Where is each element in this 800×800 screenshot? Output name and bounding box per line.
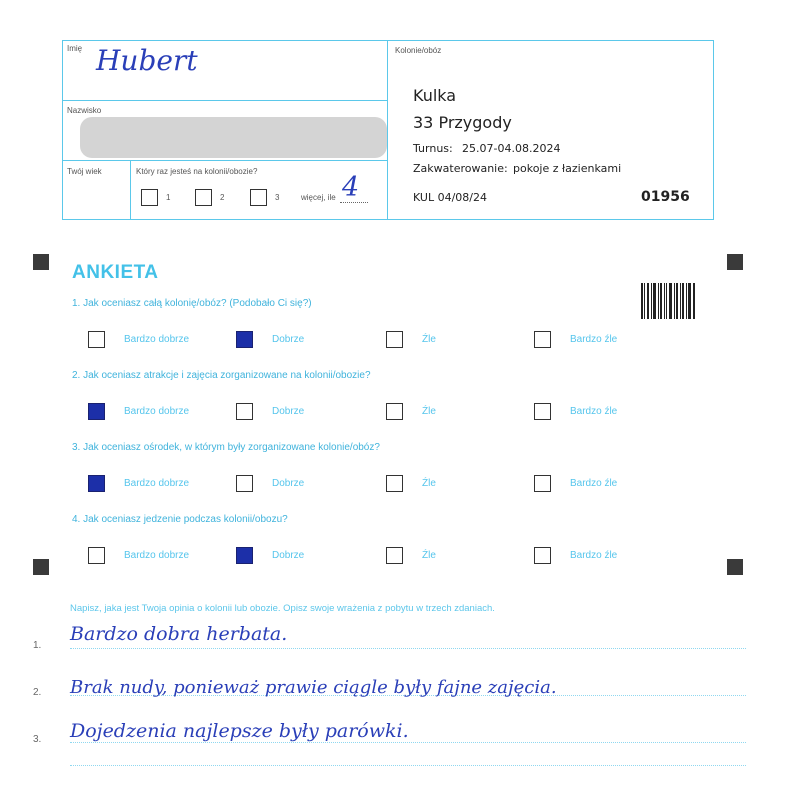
- q4-option-4[interactable]: [534, 547, 617, 564]
- times-option-3: 3: [275, 193, 280, 202]
- q3-checkbox-1[interactable]: [88, 475, 105, 492]
- option-label: Bardzo źle: [570, 406, 618, 417]
- name-value: Hubert: [96, 44, 198, 77]
- opinion-prompt: Napisz, jaka jest Twoja opinia o kolonii lub obozie. Opisz swoje wrażenia z pobytu w trzech zdaniach.: [70, 603, 495, 614]
- option-label: Dobrze: [272, 334, 305, 345]
- q2-option-3[interactable]: [386, 403, 436, 420]
- times-checkbox-1[interactable]: [141, 189, 158, 206]
- registration-marker-bottom-left: [33, 559, 49, 575]
- name-label: Imię: [67, 44, 83, 53]
- turnus-value: 25.07-04.08.2024: [462, 142, 561, 155]
- q4-checkbox-1[interactable]: [88, 547, 105, 564]
- option-label: Bardzo dobrze: [124, 550, 190, 561]
- q2-checkbox-2[interactable]: [236, 403, 253, 420]
- option-label: Dobrze: [272, 550, 305, 561]
- q1-option-1[interactable]: [88, 331, 189, 348]
- form-number: 01956: [641, 189, 690, 205]
- q3-checkbox-4[interactable]: [534, 475, 551, 492]
- registration-marker-top-right: [727, 254, 743, 270]
- answer-line-1: [70, 648, 746, 649]
- q4-option-1[interactable]: [88, 547, 189, 564]
- camp-name: Kulka: [413, 86, 457, 105]
- q4-option-3[interactable]: [386, 547, 436, 564]
- surname-redaction: [80, 117, 387, 158]
- option-label: Bardzo dobrze: [124, 478, 190, 489]
- registration-marker-bottom-right: [727, 559, 743, 575]
- answer-1: Bardzo dobra herbata.: [70, 623, 288, 645]
- option-label: Bardzo dobrze: [124, 334, 190, 345]
- barcode: [641, 283, 695, 319]
- age-label: Twój wiek: [67, 167, 102, 176]
- q1-option-3[interactable]: [386, 331, 436, 348]
- camp-label: Kolonie/obóz: [395, 46, 442, 55]
- q1-checkbox-2[interactable]: [236, 331, 253, 348]
- option-label: Bardzo źle: [570, 478, 618, 489]
- question-4: 4. Jak oceniasz jedzenie podczas kolonii/obozu?: [72, 514, 288, 525]
- q1-option-4[interactable]: [534, 331, 617, 348]
- question-1: 1. Jak oceniasz całą kolonię/obóz? (Podobało Ci się?): [72, 298, 312, 309]
- q3-option-3[interactable]: [386, 475, 436, 492]
- option-label: Źle: [422, 478, 436, 489]
- q1-checkbox-4[interactable]: [534, 331, 551, 348]
- answer-line-3: [70, 742, 746, 743]
- option-label: Bardzo źle: [570, 550, 618, 561]
- question-3: 3. Jak oceniasz ośrodek, w którym były zorganizowane kolonie/obóz?: [72, 442, 380, 453]
- answer-number-2: 2.: [33, 687, 42, 698]
- q3-option-2[interactable]: [236, 475, 304, 492]
- turnus-label: Turnus:: [413, 142, 453, 155]
- q4-checkbox-2[interactable]: [236, 547, 253, 564]
- camp-program: 33 Przygody: [413, 113, 512, 132]
- option-label: Źle: [422, 550, 436, 561]
- option-label: Dobrze: [272, 478, 305, 489]
- option-label: Bardzo źle: [570, 334, 618, 345]
- answer-number-3: 3.: [33, 734, 42, 745]
- q1-option-2[interactable]: [236, 331, 304, 348]
- answer-3: Dojedzenia najlepsze były parówki.: [70, 720, 409, 742]
- surname-label: Nazwisko: [67, 106, 102, 115]
- answer-line-4: [70, 765, 746, 766]
- q2-checkbox-3[interactable]: [386, 403, 403, 420]
- lodging-label: Zakwaterowanie:: [413, 162, 508, 175]
- q2-option-1[interactable]: [88, 403, 189, 420]
- q4-option-2[interactable]: [236, 547, 304, 564]
- q2-checkbox-1[interactable]: [88, 403, 105, 420]
- q3-option-1[interactable]: [88, 475, 189, 492]
- times-option-2: 2: [220, 193, 225, 202]
- option-label: Źle: [422, 334, 436, 345]
- q1-checkbox-1[interactable]: [88, 331, 105, 348]
- option-label: Dobrze: [272, 406, 305, 417]
- q2-checkbox-4[interactable]: [534, 403, 551, 420]
- option-label: Źle: [422, 406, 436, 417]
- times-checkbox-3[interactable]: [250, 189, 267, 206]
- q4-checkbox-4[interactable]: [534, 547, 551, 564]
- option-label: Bardzo dobrze: [124, 406, 190, 417]
- q3-checkbox-3[interactable]: [386, 475, 403, 492]
- q2-option-2[interactable]: [236, 403, 304, 420]
- answer-number-1: 1.: [33, 640, 42, 651]
- times-label: Który raz jesteś na kolonii/obozie?: [136, 167, 258, 176]
- q2-option-4[interactable]: [534, 403, 617, 420]
- q3-option-4[interactable]: [534, 475, 617, 492]
- registration-marker-top-left: [33, 254, 49, 270]
- answer-2: Brak nudy, ponieważ prawie ciągle były fajne zajęcia.: [70, 677, 557, 698]
- more-label: więcej, ile: [301, 193, 336, 202]
- q4-checkbox-3[interactable]: [386, 547, 403, 564]
- more-value: 4: [342, 172, 360, 203]
- survey-title: ANKIETA: [72, 262, 159, 283]
- times-option-1: 1: [166, 193, 171, 202]
- q1-checkbox-3[interactable]: [386, 331, 403, 348]
- question-2: 2. Jak oceniasz atrakcje i zajęcia zorganizowane na kolonii/obozie?: [72, 370, 371, 381]
- camp-code: KUL 04/08/24: [413, 191, 487, 204]
- q3-checkbox-2[interactable]: [236, 475, 253, 492]
- times-checkbox-2[interactable]: [195, 189, 212, 206]
- lodging-value: pokoje z łazienkami: [513, 162, 622, 175]
